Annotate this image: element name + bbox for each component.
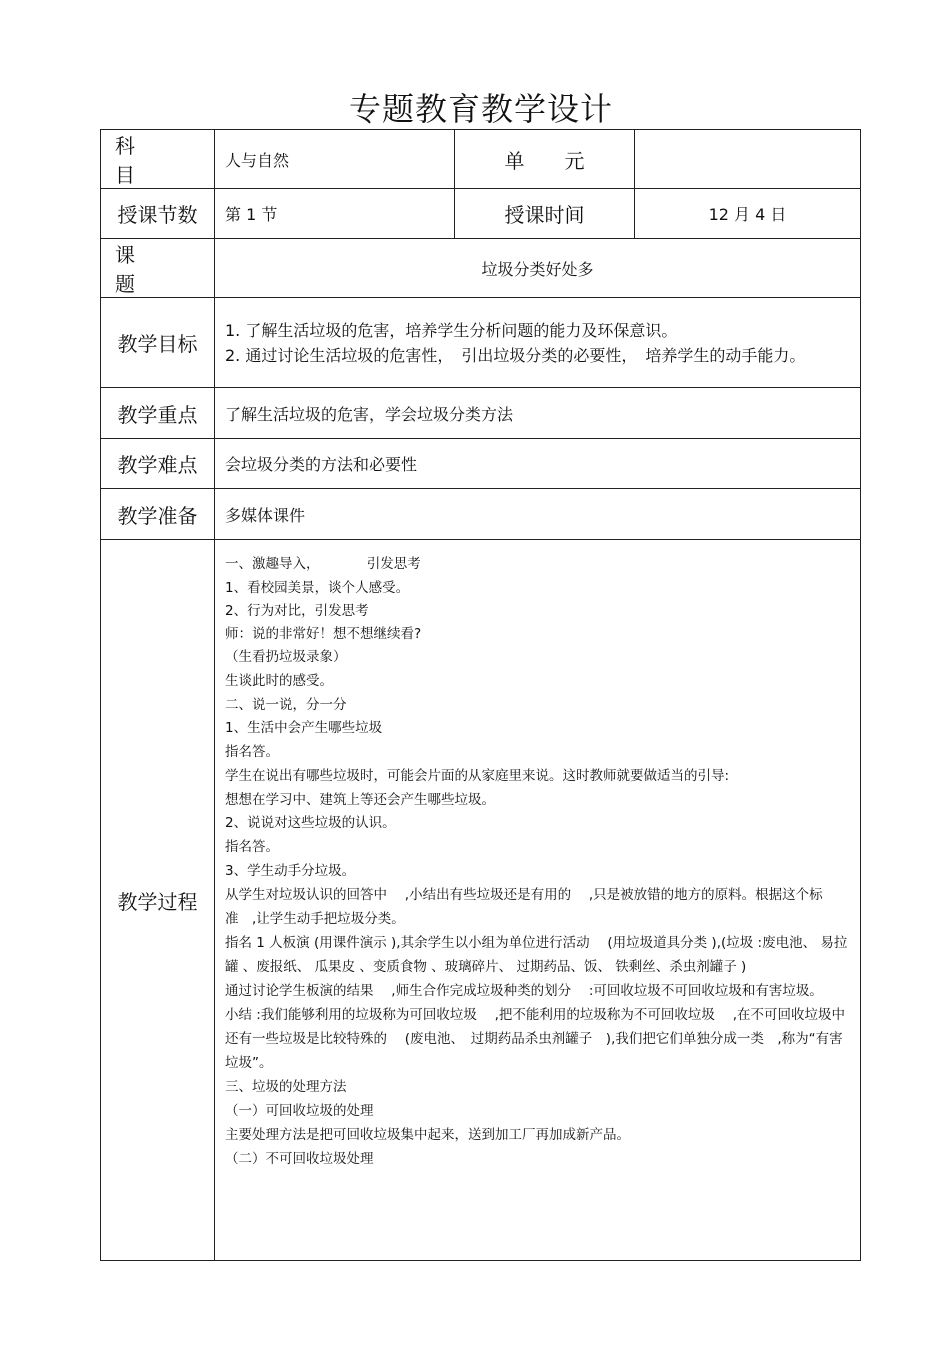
- process-line: 三、垃圾的处理方法: [225, 1079, 347, 1095]
- process-line: 想想在学习中、建筑上等还会产生哪些垃圾。: [225, 792, 495, 808]
- value-goals: [215, 298, 861, 388]
- label-lesson-count: 授课节数: [101, 189, 215, 239]
- value-prep: 多媒体课件: [215, 489, 861, 540]
- label-unit: 单 元: [455, 130, 635, 189]
- value-unit: [635, 130, 861, 189]
- label-prep: 教学准备: [101, 489, 215, 540]
- page-title: 专题教育教学设计: [348, 90, 613, 128]
- label-difficulty: 教学难点: [101, 439, 215, 489]
- process-line: 指名答。: [225, 744, 279, 760]
- process-line: （二）不可回收垃圾处理: [225, 1151, 374, 1167]
- process-line: 1、看校园美景，谈个人感受。: [225, 580, 410, 596]
- value-lesson-count: 第 1 节: [215, 189, 455, 239]
- process-line: 3、学生动手分垃圾。: [225, 863, 356, 879]
- process-line: （一）可回收垃圾的处理: [225, 1103, 374, 1119]
- process-line: 生谈此时的感受。: [225, 673, 333, 689]
- label-process: 教学过程: [101, 540, 215, 1261]
- label-goals: 教学目标: [101, 298, 215, 388]
- row-topic: [101, 239, 861, 298]
- value-topic: 垃圾分类好处多: [215, 239, 861, 298]
- process-line: 2、行为对比，引发思考: [225, 603, 369, 619]
- process-line: 1、生活中会产生哪些垃圾: [225, 720, 383, 736]
- row-prep: [101, 489, 861, 540]
- process-line: 二、说一说，分一分: [225, 697, 347, 713]
- value-process: [215, 540, 861, 1261]
- process-line: 指名答。: [225, 839, 279, 855]
- process-line: 小结 :我们能够利用的垃圾称为可回收垃圾 ,把不能利用的垃圾称为不可回收垃圾 ,在不可回收垃圾中还有一些垃圾是比较特殊的 (废电池、 过期药品杀虫剂罐子 ),我们把它们单独分成一类 ,称为“有害垃圾”。: [225, 1007, 846, 1071]
- value-subject: 人与自然: [215, 130, 455, 189]
- process-line: 一、激趣导入， 引发思考: [225, 556, 421, 572]
- process-line: 学生在说出有哪些垃圾时，可能会片面的从家庭里来说。这时教师就要做适当的引导:: [225, 768, 730, 784]
- process-line: 主要处理方法是把可回收垃圾集中起来，送到加工厂再加成新产品。: [225, 1127, 630, 1143]
- label-topic: 课 题: [101, 239, 215, 298]
- goal-line: 2. 通过讨论生活垃圾的危害性， 引出垃圾分类的必要性， 培养学生的动手能力。: [225, 345, 806, 365]
- row-process: [101, 540, 861, 1261]
- value-lesson-time: 12 月 4 日: [635, 189, 861, 239]
- label-keypoint: 教学重点: [101, 388, 215, 439]
- process-line: 师：说的非常好！想不想继续看?: [225, 626, 422, 642]
- value-difficulty: 会垃圾分类的方法和必要性: [215, 439, 861, 489]
- process-line: （生看扔垃圾录象）: [225, 649, 347, 665]
- row-keypoint: [101, 388, 861, 439]
- lesson-plan-table: [100, 129, 861, 1261]
- process-line: 从学生对垃圾认识的回答中 ,小结出有些垃圾还是有用的 ,只是被放错的地方的原料。根据这个标准 ,让学生动手把垃圾分类。: [225, 887, 823, 927]
- goal-line: 1. 了解生活垃圾的危害，培养学生分析问题的能力及环保意识。: [225, 320, 678, 340]
- process-line: 2、说说对这些垃圾的认识。: [225, 815, 396, 831]
- process-line: 指名 1 人板演 (用课件演示 ),其余学生以小组为单位进行活动 (用垃圾道具分类 ),(垃圾 :废电池、 易拉罐 、废报纸、 瓜果皮 、变质食物 、玻璃碎片、 过期药品、饭、 铁剩丝、杀虫剂罐子 ): [225, 935, 848, 975]
- row-goals: [101, 298, 861, 388]
- label-subject: 科 目: [101, 130, 215, 189]
- value-keypoint: 了解生活垃圾的危害，学会垃圾分类方法: [215, 388, 861, 439]
- row-lesson: [101, 189, 861, 239]
- label-lesson-time: 授课时间: [455, 189, 635, 239]
- row-difficulty: [101, 439, 861, 489]
- process-line: 通过讨论学生板演的结果 ,师生合作完成垃圾种类的划分 :可回收垃圾不可回收垃圾和有害垃圾。: [225, 983, 823, 999]
- row-subject: [101, 130, 861, 189]
